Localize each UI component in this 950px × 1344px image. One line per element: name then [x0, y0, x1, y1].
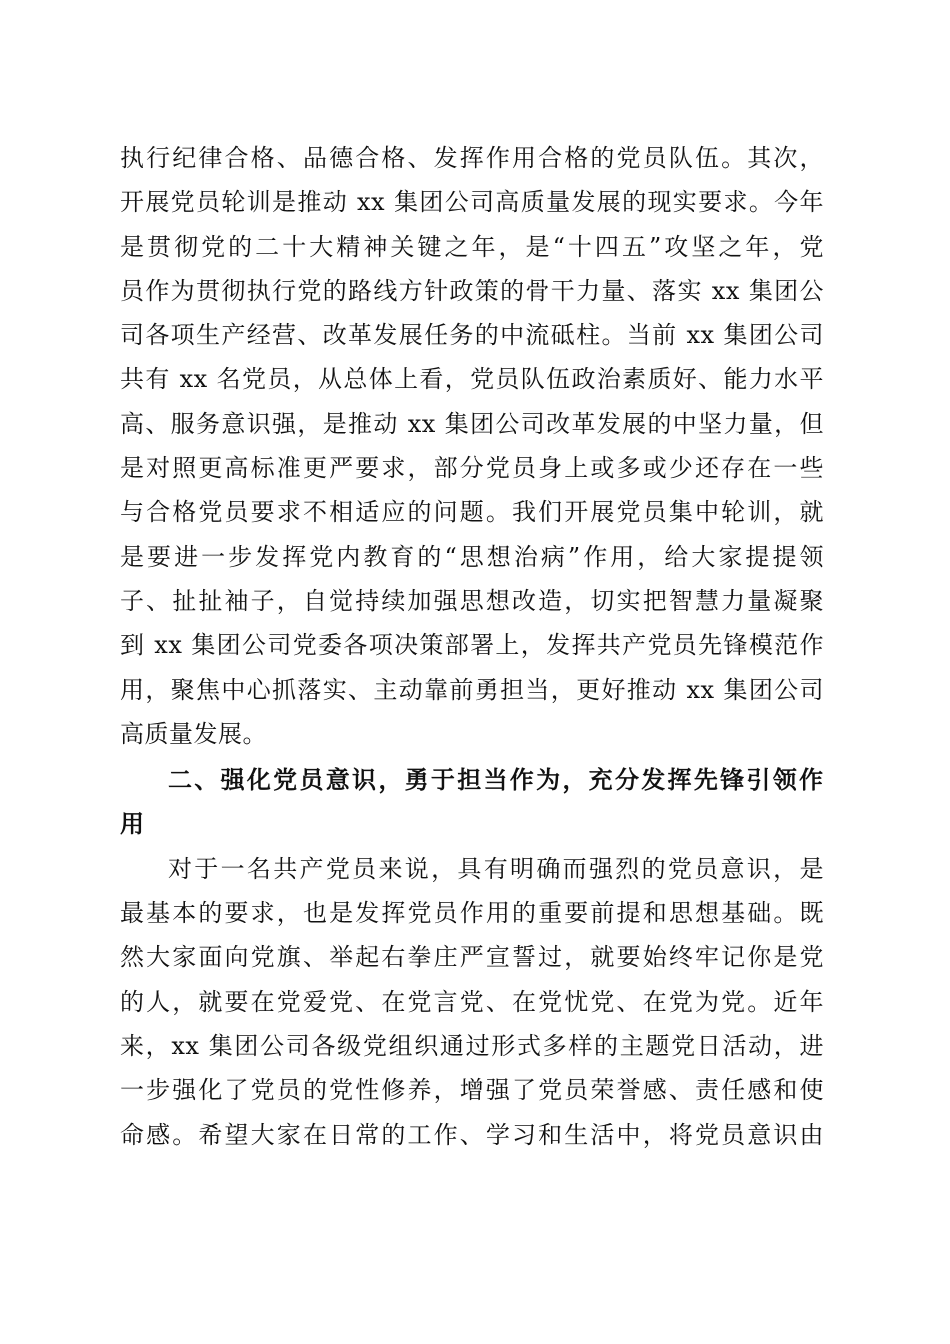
text-line: 共有 xx 名党员，从总体上看，党员队伍政治素质好、能力水平 [120, 365, 824, 394]
text-line: 高、服务意识强，是推动 xx 集团公司改革发展的中坚力量，但 [120, 409, 824, 438]
text-line: 一步强化了党员的党性修养，增强了党员荣誉感、责任感和使 [120, 1076, 824, 1105]
text-line: 然大家面向党旗、举起右拳庄严宣誓过，就要始终牢记你是党 [120, 943, 824, 972]
text-line: 开展党员轮训是推动 xx 集团公司高质量发展的现实要求。今年 [120, 188, 824, 217]
document-body [120, 136, 824, 1157]
text-line: 是贯彻党的二十大精神关键之年，是“十四五”攻坚之年，党 [120, 232, 824, 261]
text-line: 员作为贯彻执行党的路线方针政策的骨干力量、落实 xx 集团公 [120, 276, 824, 305]
heading-line: 二、强化党员意识，勇于担当作为，充分发挥先锋引领作 [168, 766, 824, 795]
text-line: 到 xx 集团公司党委各项决策部署上，发挥共产党员先锋模范作 [120, 631, 824, 660]
paragraph-1 [120, 136, 824, 756]
text-line: 是对照更高标准更严要求，部分党员身上或多或少还存在一些 [120, 454, 824, 483]
text-line: 子、扯扯袖子，自觉持续加强思想改造，切实把智慧力量凝聚 [120, 586, 824, 615]
text-line: 命感。希望大家在日常的工作、学习和生活中，将党员意识由 [120, 1120, 824, 1149]
text-line: 与合格党员要求不相适应的问题。我们开展党员集中轮训，就 [120, 498, 824, 527]
section-heading [120, 758, 824, 847]
text-line: 是要进一步发挥党内教育的“思想治病”作用，给大家提提领 [120, 542, 824, 571]
text-line: 的人，就要在党爱党、在党言党、在党忧党、在党为党。近年 [120, 987, 824, 1016]
paragraph-2 [120, 847, 824, 1157]
text-line: 最基本的要求，也是发挥党员作用的重要前提和思想基础。既 [120, 899, 824, 928]
text-line: 执行纪律合格、品德合格、发挥作用合格的党员队伍。其次， [120, 144, 824, 172]
text-line: 来，xx 集团公司各级党组织通过形式多样的主题党日活动，进 [120, 1031, 824, 1060]
text-line: 对于一名共产党员来说，具有明确而强烈的党员意识，是 [168, 854, 824, 883]
heading-line: 用 [120, 810, 145, 839]
text-line: 司各项生产经营、改革发展任务的中流砥柱。当前 xx 集团公司 [120, 321, 824, 350]
text-line: 高质量发展。 [120, 719, 267, 748]
text-line: 用，聚焦中心抓落实、主动靠前勇担当，更好推动 xx 集团公司 [120, 675, 824, 704]
